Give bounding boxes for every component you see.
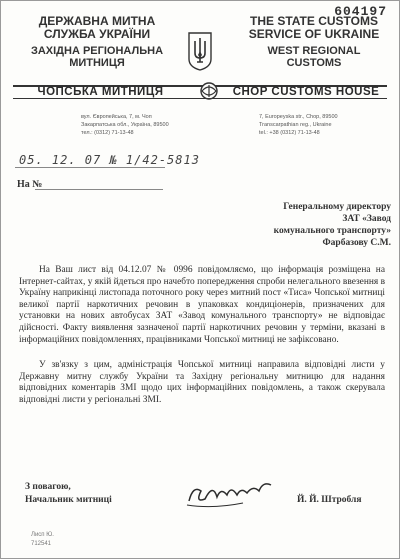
closing-position: Начальник митниці [25, 495, 112, 505]
recipient-line: ЗАТ «Завод [342, 214, 391, 224]
address-line: 7, Europeyska str., Chop, 89500 [259, 114, 338, 120]
handwritten-signature [183, 473, 275, 513]
customs-emblem-icon [197, 79, 221, 103]
header-right-title: THE STATE CUSTOMS SERVICE OF UKRAINE [248, 14, 380, 41]
closing-block [25, 481, 112, 507]
letter-body [19, 265, 385, 407]
footer-line: 712541 [31, 541, 52, 547]
body-paragraph: У зв'язку з цим, адміністрація Чопської митниці направила відповідні листи у Державну митну службу України та Західну регіональну митницю для надання відповідних коментарів ЗМІ щодо цих інформаційних повідомлень, а також скерувала відповідні листи у регіональні ЗМІ. [19, 360, 385, 405]
recipient-block [225, 201, 391, 249]
signer-name: Й. Й. Штробля [297, 495, 362, 505]
incoming-reference-rule [35, 189, 163, 190]
recipient-line: комунального транспорту» [273, 226, 391, 236]
recipient-line: Фарбазову С.М. [322, 238, 391, 248]
incoming-reference-label: На № [17, 179, 43, 190]
reference-rule [15, 167, 165, 168]
recipient-line: Генеральному директору [283, 202, 391, 212]
address-line: tel.: +38 (0312) 71-13-48 [259, 130, 320, 136]
outgoing-reference-handwritten: 05. 12. 07 № 1/42-5813 [19, 153, 200, 167]
header-left [21, 15, 173, 69]
address-line: вул. Європейська, 7, м. Чоп [81, 114, 152, 120]
band-title-ukrainian: ЧОПСЬКА МИТНИЦЯ [37, 86, 164, 98]
footer-notes [31, 531, 54, 549]
body-paragraph: На Ваш лист від 04.12.07 № 0996 повідомляємо, що інформація розміщена на Інтернет-сайтах, у якій йдеться про начебто попередження спроби нелегального ввезення в Україну наприкінці листопада поточного року через митний пост «Тиса» Чопської митниці великої партії наркотичних речовин в упаковках кондиціонерів, призначених для установки на нових автобусах ЗАТ «Завод комунального транспорту» не відповідає дійсності. Факту виявлення зазначеної партії наркотичних речовин у терміни, вказані в інформаційних повідомленнях, працівниками Чопської митниці не зафіксовано. [19, 265, 385, 345]
closing-regards: З повагою, [25, 482, 71, 492]
header-right [239, 15, 389, 69]
footer-line: Лисп Ю. [31, 532, 54, 538]
trident-coat-of-arms-icon [187, 31, 213, 71]
band-title-english: CHOP CUSTOMS HOUSE [232, 86, 380, 98]
header-left-subtitle: ЗАХІДНА РЕГІОНАЛЬНА МИТНИЦЯ [30, 45, 164, 69]
header-left-title: ДЕРЖАВНА МИТНА СЛУЖБА УКРАЇНИ [38, 14, 156, 41]
document-number: 604197 [334, 4, 387, 19]
band-bottom-rule [13, 98, 387, 99]
customs-house-band [13, 85, 387, 99]
address-line: Закарпатська обл., Україна, 89500 [81, 122, 169, 128]
address-line: тел.: (0312) 71-13-48 [81, 130, 134, 136]
address-ukrainian [81, 113, 211, 137]
address-line: Transcarpathian reg., Ukraine [259, 122, 332, 128]
address-english [259, 113, 389, 137]
header-right-subtitle: WEST REGIONAL CUSTOMS [267, 45, 361, 69]
